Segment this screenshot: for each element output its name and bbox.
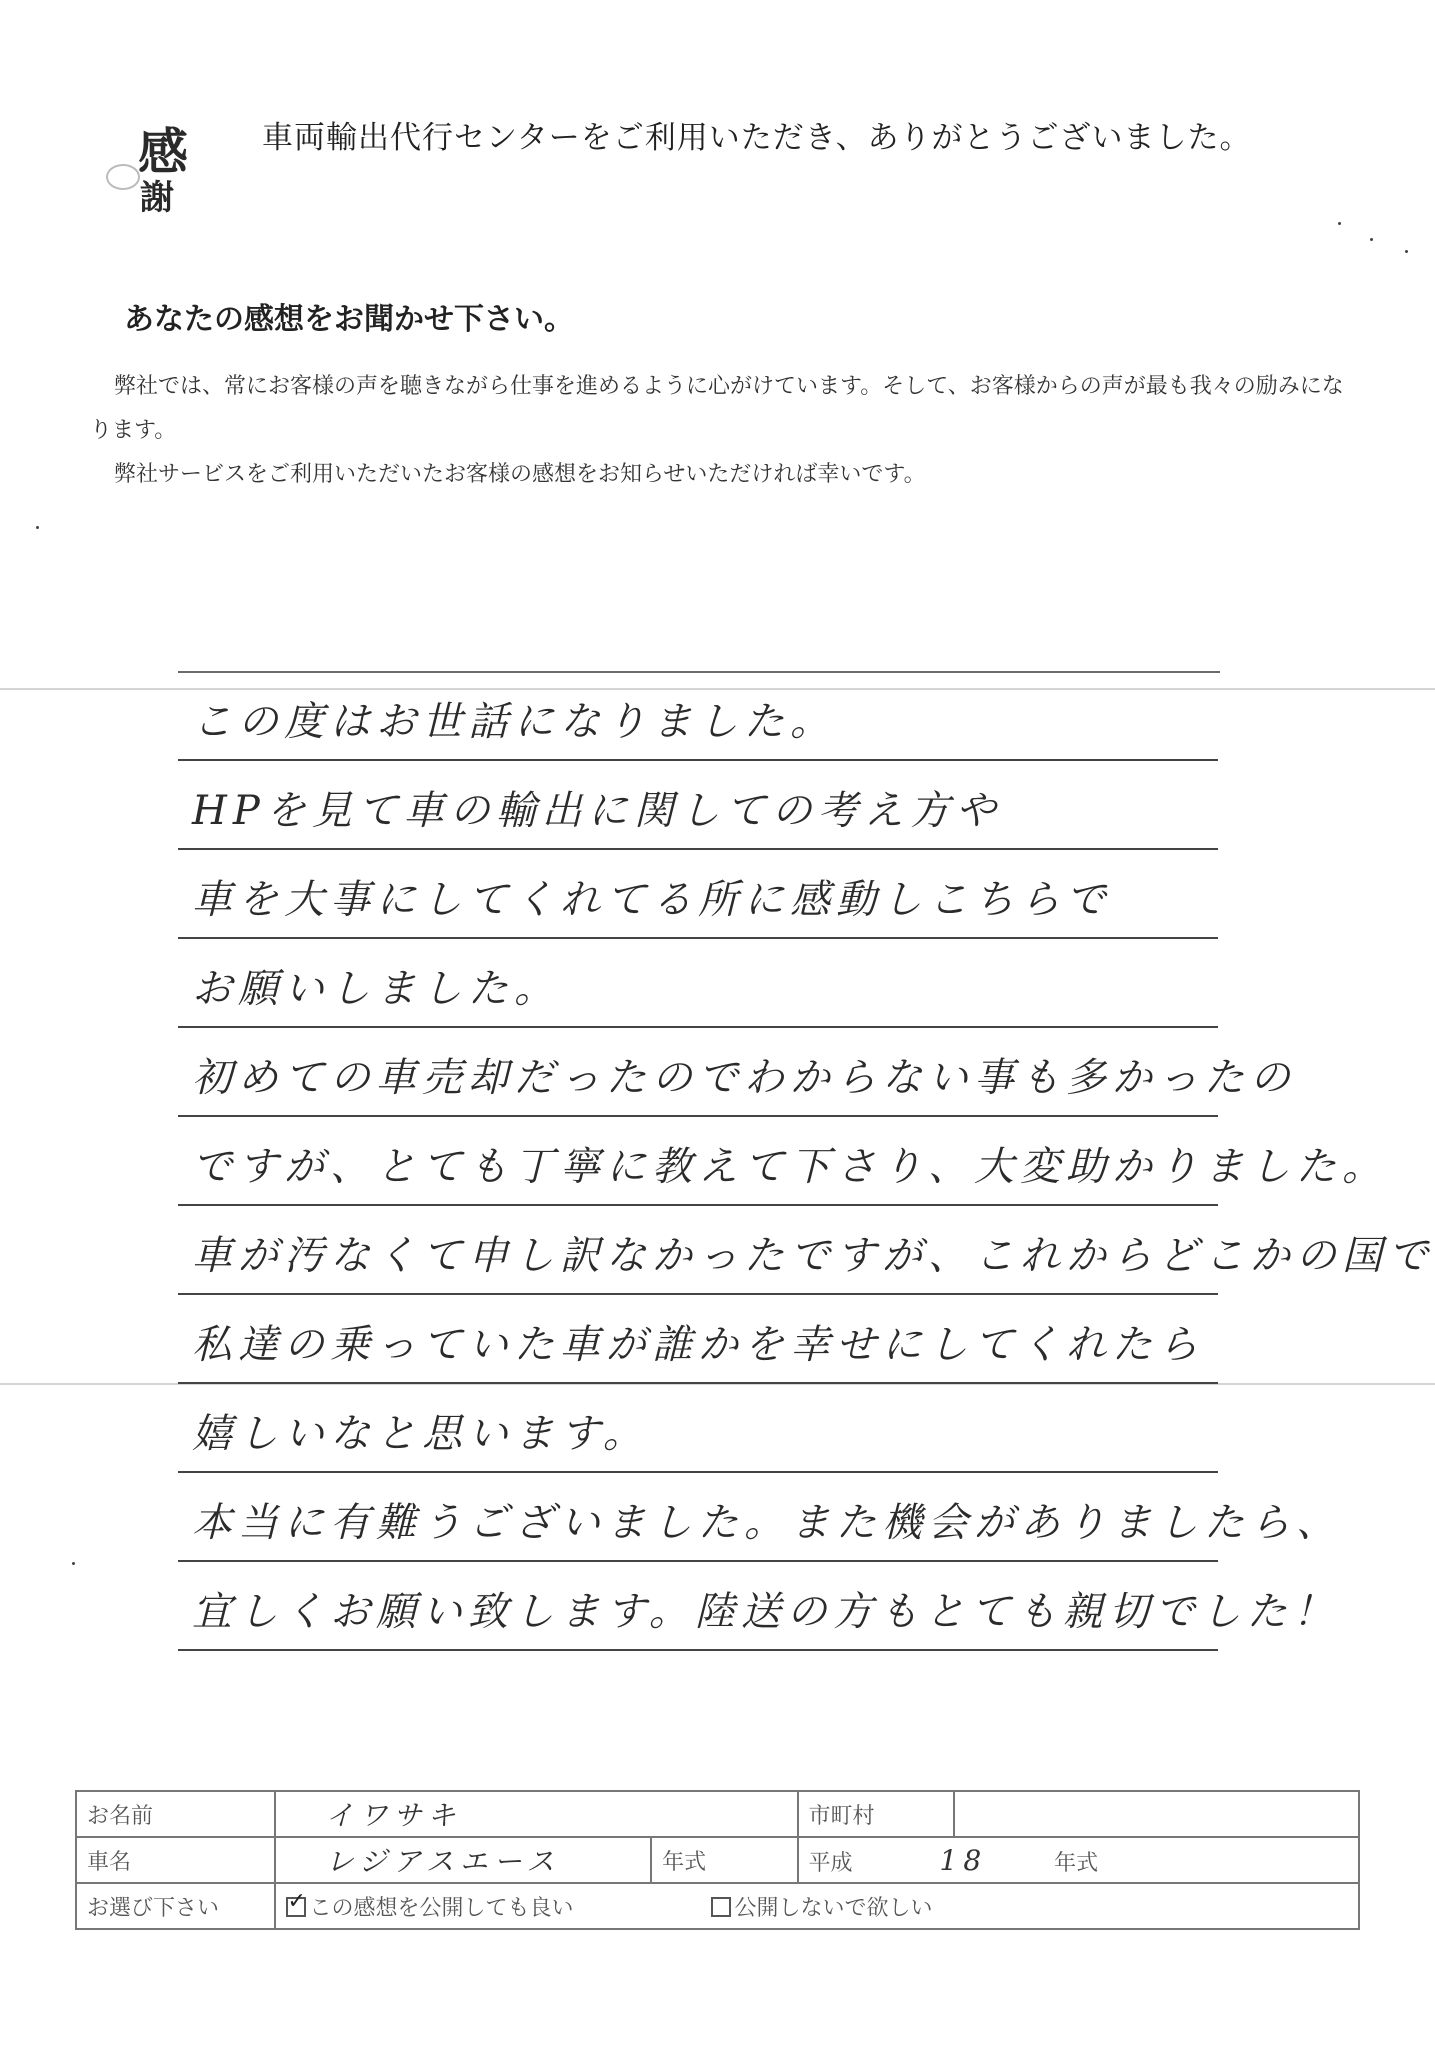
city-label: 市町村 [798, 1791, 955, 1837]
letter-line: 車を大事にしてくれてる所に感動しこちらで [178, 850, 1218, 939]
name-value: イワサキ [275, 1791, 798, 1837]
publish-options [275, 1883, 1359, 1929]
thanks-heading: 車両輸出代行センターをご利用いただき、ありがとうございました。 [262, 120, 1252, 156]
customer-info-table [75, 1790, 1360, 1930]
intro-paragraph-1: 弊社では、常にお客様の声を聴きながら仕事を進めるように心がけています。そして、お客様からの声が最も我々の励みになります。 [90, 374, 1344, 443]
year-suffix: 年式 [1054, 1850, 1099, 1876]
letter-line: お願いしました。 [178, 939, 1218, 1028]
letter-line: 車が汚なくて申し訳なかったですが、これからどこかの国で [178, 1206, 1218, 1295]
option-public-label: この感想を公開しても良い [309, 1895, 574, 1921]
scan-speck [1338, 222, 1341, 225]
intro-paragraph-2: 弊社サービスをご利用いただいたお客様の感想をお知らせいただければ幸いです。 [114, 462, 926, 487]
letter-line: 私達の乗っていた車が誰かを幸せにしてくれたら [178, 1295, 1218, 1384]
handwritten-letter [178, 672, 1434, 1651]
letter-line: 宜しくお願い致します。陸送の方もとても親切でした！ [178, 1562, 1218, 1651]
option-private-label: 公開しないで欲しい [734, 1895, 933, 1921]
stamp-char-bottom: 謝 [140, 178, 174, 218]
stamp-char-top: 感 [138, 122, 188, 181]
scan-speck [36, 526, 39, 529]
scan-speck [1370, 238, 1373, 241]
car-name-value: レジアスエース [275, 1837, 652, 1883]
letter-line: ですが、とても丁寧に教えて下さり、大変助かりました。 [178, 1117, 1218, 1206]
name-label: お名前 [76, 1791, 275, 1837]
option-public[interactable] [286, 1896, 581, 1921]
option-private[interactable] [711, 1896, 933, 1921]
city-value [954, 1791, 1359, 1837]
year-number: 18 [939, 1843, 988, 1877]
table-row [76, 1791, 1359, 1837]
choose-label: お選び下さい [76, 1883, 275, 1929]
feedback-subheading: あなたの感想をお聞かせ下さい。 [124, 302, 574, 337]
letter-line: この度はお世話になりました。 [178, 672, 1218, 761]
table-row [76, 1837, 1359, 1883]
checkbox-public[interactable] [286, 1897, 306, 1917]
letter-line: 嬉しいなと思います。 [178, 1384, 1218, 1473]
intro-text [90, 365, 1360, 497]
scan-speck [72, 1562, 75, 1565]
era-label: 平成 [808, 1850, 853, 1876]
thanks-stamp-logo [102, 112, 212, 222]
model-year-label: 年式 [651, 1837, 797, 1883]
letter-line: HPを見て車の輸出に関しての考え方や [178, 761, 1218, 850]
checkbox-private[interactable] [711, 1897, 731, 1917]
table-row [76, 1883, 1359, 1929]
flower-icon [106, 164, 140, 190]
letter-line: 本当に有難うございました。また機会がありましたら、 [178, 1473, 1218, 1562]
car-name-label: 車名 [76, 1837, 275, 1883]
letter-line: 初めての車売却だったのでわからない事も多かったの [178, 1028, 1218, 1117]
model-year-value [798, 1837, 1359, 1883]
scan-speck [1405, 250, 1408, 253]
